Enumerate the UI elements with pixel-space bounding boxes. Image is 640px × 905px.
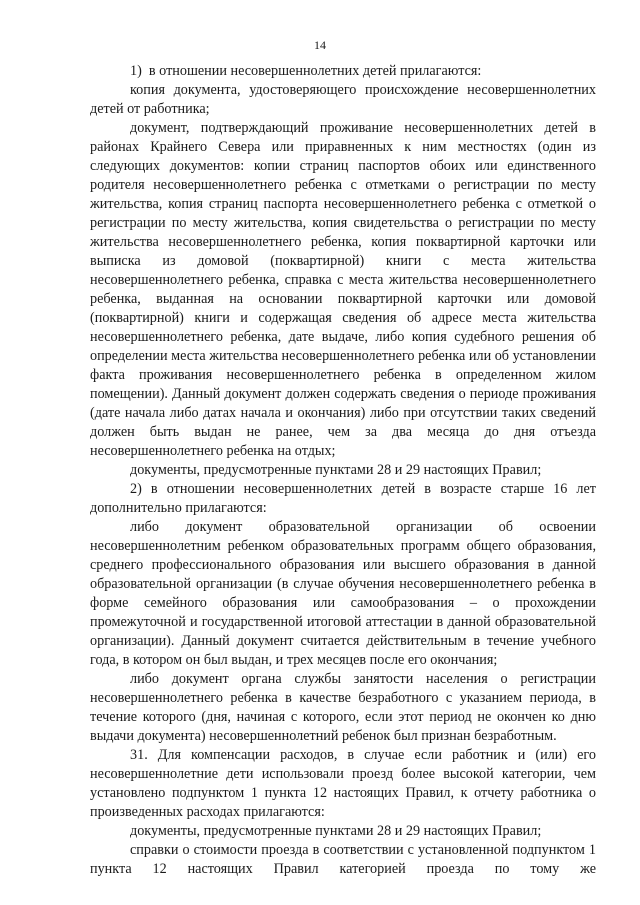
document-body <box>90 62 596 879</box>
paragraph-7: либо документ органа службы занятости населения о регистрации несовершеннолетнего ребенка в качестве безработного с указанием периода, в течение которого (дня, начиная с которого, если этот период не окончен ко дню выдачи документа) несовершеннолетний ребенок был признан безработным. <box>90 671 596 744</box>
paragraph-1: 1) в отношении несовершеннолетних детей прилагаются: <box>130 63 482 79</box>
paragraph-8: 31. Для компенсации расходов, в случае если работник и (или) его несовершеннолетние дети использовали проезд более высокой категории, чем установлено подпунктом 1 пункта 12 настоящих Правил, к отчету работника о произведенных расходах прилагаются: <box>90 747 596 820</box>
paragraph-5: 2) в отношении несовершеннолетних детей в возрасте старше 16 лет дополнительно прилагаются: <box>90 481 596 516</box>
paragraph-6: либо документ образовательной организации об освоении несовершеннолетним ребенком образовательных программ общего образования, среднего профессионального образования или высшего образования в данной образовательной организации (в случае обучения несовершеннолетнего ребенка в форме семейного образования или самообразования – о прохождении промежуточной и государственной итоговой аттестации в данной образовательной организации). Данный документ считается действительным в течение учебного года, в котором он был выдан, и трех месяцев после его окончания; <box>90 519 596 668</box>
paragraph-4: документы, предусмотренные пунктами 28 и 29 настоящих Правил; <box>130 462 542 478</box>
page-number: 14 <box>314 38 326 52</box>
paragraph-10: справки о стоимости проезда в соответствии с установленной подпунктом 1 пункта 12 настоящих Правил категорией проезда по тому же <box>90 842 596 877</box>
paragraph-2: копия документа, удостоверяющего происхождение несовершеннолетних детей от работника; <box>90 82 596 117</box>
paragraph-9: документы, предусмотренные пунктами 28 и 29 настоящих Правил; <box>130 823 542 839</box>
paragraph-3: документ, подтверждающий проживание несовершеннолетних детей в районах Крайнего Севера или приравненных к ним местностях (один из следующих документов: копии страниц паспортов обоих или единственного родителя несовершеннолетнего ребенка с отметками о регистрации по месту жительства, копия страниц паспорта несовершеннолетнего ребенка с отметкой о регистрации по месту жительства, копия свидетельства о регистрации по месту жительства несовершеннолетнего ребенка, копия поквартирной карточки или выписка из домовой (поквартирной) книги с места жительства несовершеннолетнего ребенка, справка с места жительства несовершеннолетнего ребенка, выданная на основании поквартирной карточки или домовой (поквартирной) книги и содержащая сведения об адресе места жительства несовершеннолетнего ребенка, дате выдаче, либо копия судебного решения об определении места жительства несовершеннолетнего ребенка или об установлении факта проживания несовершеннолетнего ребенка в определенном жилом помещении). Данный документ должен содержать сведения о периоде проживания (дате начала либо датах начала и окончания) либо при отсутствии таких сведений должен быть выдан не ранее, чем за два месяца до дня отъезда несовершеннолетнего ребенка на отдых; <box>90 120 596 459</box>
